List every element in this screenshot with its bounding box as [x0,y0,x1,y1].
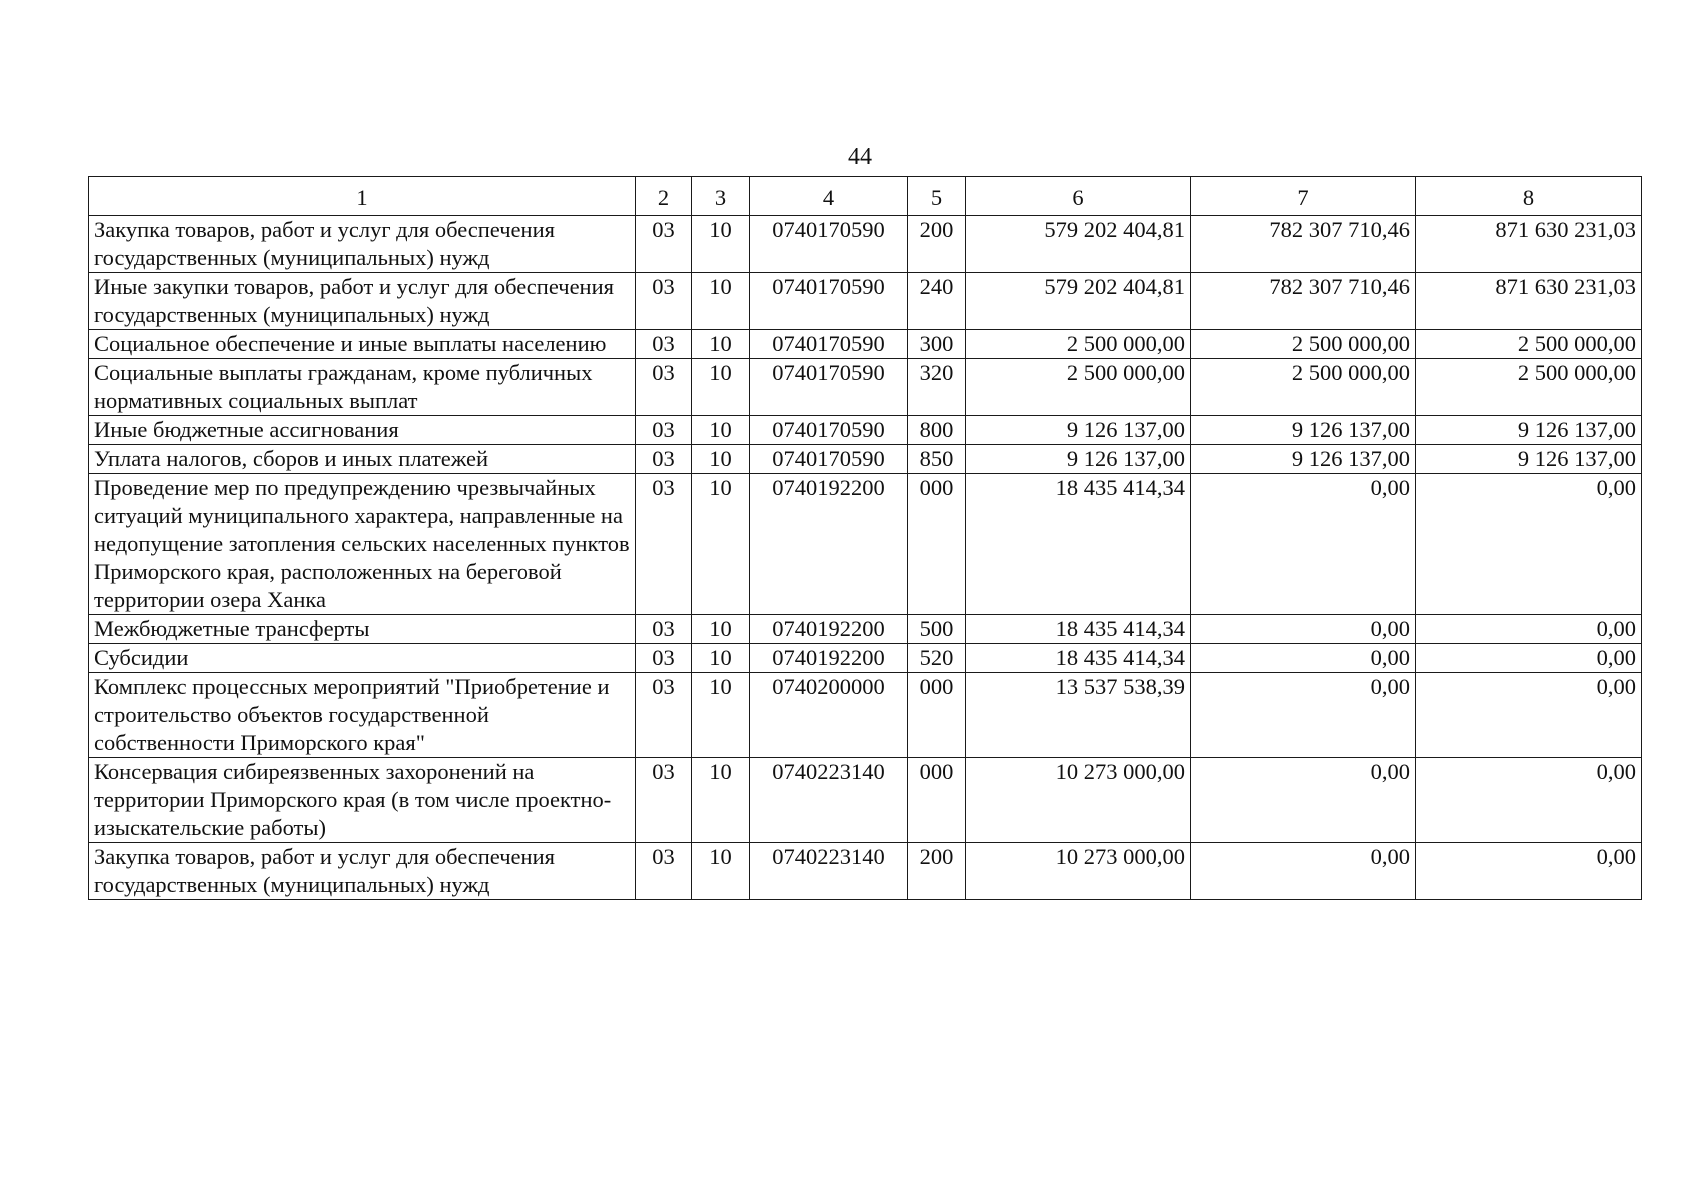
row-amount-col7: 2 500 000,00 [1191,330,1416,359]
row-subsection-code: 10 [692,644,750,673]
row-expense-type: 000 [908,673,966,758]
row-expense-type: 300 [908,330,966,359]
row-amount-col8: 871 630 231,03 [1416,216,1642,273]
row-target-code: 0740170590 [750,216,908,273]
row-subsection-code: 10 [692,843,750,900]
row-expense-type: 200 [908,843,966,900]
row-subsection-code: 10 [692,673,750,758]
table-row [89,644,1642,673]
row-expense-type: 500 [908,615,966,644]
row-amount-col6: 579 202 404,81 [966,216,1191,273]
row-section-code: 03 [636,359,692,416]
row-section-code: 03 [636,216,692,273]
row-amount-col6: 13 537 538,39 [966,673,1191,758]
row-name: Социальное обеспечение и иные выплаты населению [89,330,636,359]
row-subsection-code: 10 [692,273,750,330]
row-expense-type: 000 [908,474,966,615]
row-amount-col8: 2 500 000,00 [1416,330,1642,359]
row-target-code: 0740170590 [750,273,908,330]
table-row [89,673,1642,758]
row-target-code: 0740192200 [750,474,908,615]
header-cell-5: 5 [908,177,966,216]
row-amount-col6: 2 500 000,00 [966,330,1191,359]
row-name: Межбюджетные трансферты [89,615,636,644]
row-name: Социальные выплаты гражданам, кроме публичных нормативных социальных выплат [89,359,636,416]
row-name: Комплекс процессных мероприятий "Приобретение и строительство объектов государственной собственности Приморского края" [89,673,636,758]
row-amount-col7: 0,00 [1191,644,1416,673]
row-subsection-code: 10 [692,474,750,615]
row-amount-col8: 9 126 137,00 [1416,445,1642,474]
row-expense-type: 240 [908,273,966,330]
row-target-code: 0740192200 [750,615,908,644]
header-cell-6: 6 [966,177,1191,216]
table-row [89,330,1642,359]
table-header [89,177,1642,216]
row-section-code: 03 [636,758,692,843]
row-target-code: 0740170590 [750,330,908,359]
row-name: Субсидии [89,644,636,673]
row-amount-col6: 579 202 404,81 [966,273,1191,330]
row-name: Закупка товаров, работ и услуг для обеспечения государственных (муниципальных) нужд [89,216,636,273]
table-row [89,843,1642,900]
row-subsection-code: 10 [692,359,750,416]
header-cell-4: 4 [750,177,908,216]
table-row [89,758,1642,843]
row-section-code: 03 [636,615,692,644]
row-subsection-code: 10 [692,445,750,474]
table-row [89,216,1642,273]
row-subsection-code: 10 [692,416,750,445]
row-amount-col7: 782 307 710,46 [1191,273,1416,330]
row-section-code: 03 [636,474,692,615]
row-section-code: 03 [636,273,692,330]
row-expense-type: 320 [908,359,966,416]
budget-table [88,176,1642,900]
row-target-code: 0740170590 [750,445,908,474]
row-amount-col6: 18 435 414,34 [966,474,1191,615]
row-section-code: 03 [636,673,692,758]
page-number: 44 [848,144,872,170]
row-name: Уплата налогов, сборов и иных платежей [89,445,636,474]
row-amount-col8: 0,00 [1416,644,1642,673]
row-subsection-code: 10 [692,330,750,359]
row-target-code: 0740223140 [750,758,908,843]
row-subsection-code: 10 [692,216,750,273]
row-amount-col8: 0,00 [1416,758,1642,843]
row-amount-col7: 9 126 137,00 [1191,416,1416,445]
table-row [89,445,1642,474]
row-target-code: 0740223140 [750,843,908,900]
row-target-code: 0740192200 [750,644,908,673]
row-amount-col8: 9 126 137,00 [1416,416,1642,445]
row-amount-col6: 18 435 414,34 [966,644,1191,673]
row-expense-type: 000 [908,758,966,843]
header-row [89,177,1642,216]
row-amount-col6: 2 500 000,00 [966,359,1191,416]
row-name: Проведение мер по предупреждению чрезвычайных ситуаций муниципального характера, направленные на недопущение затопления сельских населенных пунктов Приморского края, расположенных на береговой территории озера Ханка [89,474,636,615]
row-name: Консервация сибиреязвенных захоронений на территории Приморского края (в том числе проектно-изыскательские работы) [89,758,636,843]
table-row [89,273,1642,330]
header-cell-2: 2 [636,177,692,216]
table-row [89,359,1642,416]
row-target-code: 0740170590 [750,359,908,416]
row-name: Закупка товаров, работ и услуг для обеспечения государственных (муниципальных) нужд [89,843,636,900]
table-row [89,474,1642,615]
row-name: Иные закупки товаров, работ и услуг для обеспечения государственных (муниципальных) нужд [89,273,636,330]
row-amount-col7: 0,00 [1191,843,1416,900]
table-row [89,615,1642,644]
row-section-code: 03 [636,330,692,359]
row-section-code: 03 [636,416,692,445]
row-amount-col6: 18 435 414,34 [966,615,1191,644]
row-subsection-code: 10 [692,615,750,644]
header-cell-3: 3 [692,177,750,216]
row-amount-col6: 10 273 000,00 [966,758,1191,843]
table-row [89,416,1642,445]
row-amount-col7: 2 500 000,00 [1191,359,1416,416]
row-amount-col7: 0,00 [1191,474,1416,615]
row-amount-col8: 0,00 [1416,843,1642,900]
table-body [89,216,1642,900]
row-amount-col8: 0,00 [1416,615,1642,644]
row-amount-col7: 0,00 [1191,673,1416,758]
row-amount-col6: 10 273 000,00 [966,843,1191,900]
row-name: Иные бюджетные ассигнования [89,416,636,445]
row-section-code: 03 [636,445,692,474]
row-amount-col7: 0,00 [1191,615,1416,644]
row-amount-col8: 871 630 231,03 [1416,273,1642,330]
row-target-code: 0740170590 [750,416,908,445]
row-expense-type: 520 [908,644,966,673]
row-expense-type: 800 [908,416,966,445]
row-amount-col7: 0,00 [1191,758,1416,843]
header-cell-8: 8 [1416,177,1642,216]
row-amount-col8: 2 500 000,00 [1416,359,1642,416]
row-amount-col6: 9 126 137,00 [966,416,1191,445]
row-expense-type: 850 [908,445,966,474]
header-cell-7: 7 [1191,177,1416,216]
row-subsection-code: 10 [692,758,750,843]
row-section-code: 03 [636,843,692,900]
row-target-code: 0740200000 [750,673,908,758]
row-section-code: 03 [636,644,692,673]
row-amount-col6: 9 126 137,00 [966,445,1191,474]
header-cell-1: 1 [89,177,636,216]
row-amount-col7: 782 307 710,46 [1191,216,1416,273]
row-amount-col8: 0,00 [1416,673,1642,758]
row-amount-col7: 9 126 137,00 [1191,445,1416,474]
row-amount-col8: 0,00 [1416,474,1642,615]
row-expense-type: 200 [908,216,966,273]
